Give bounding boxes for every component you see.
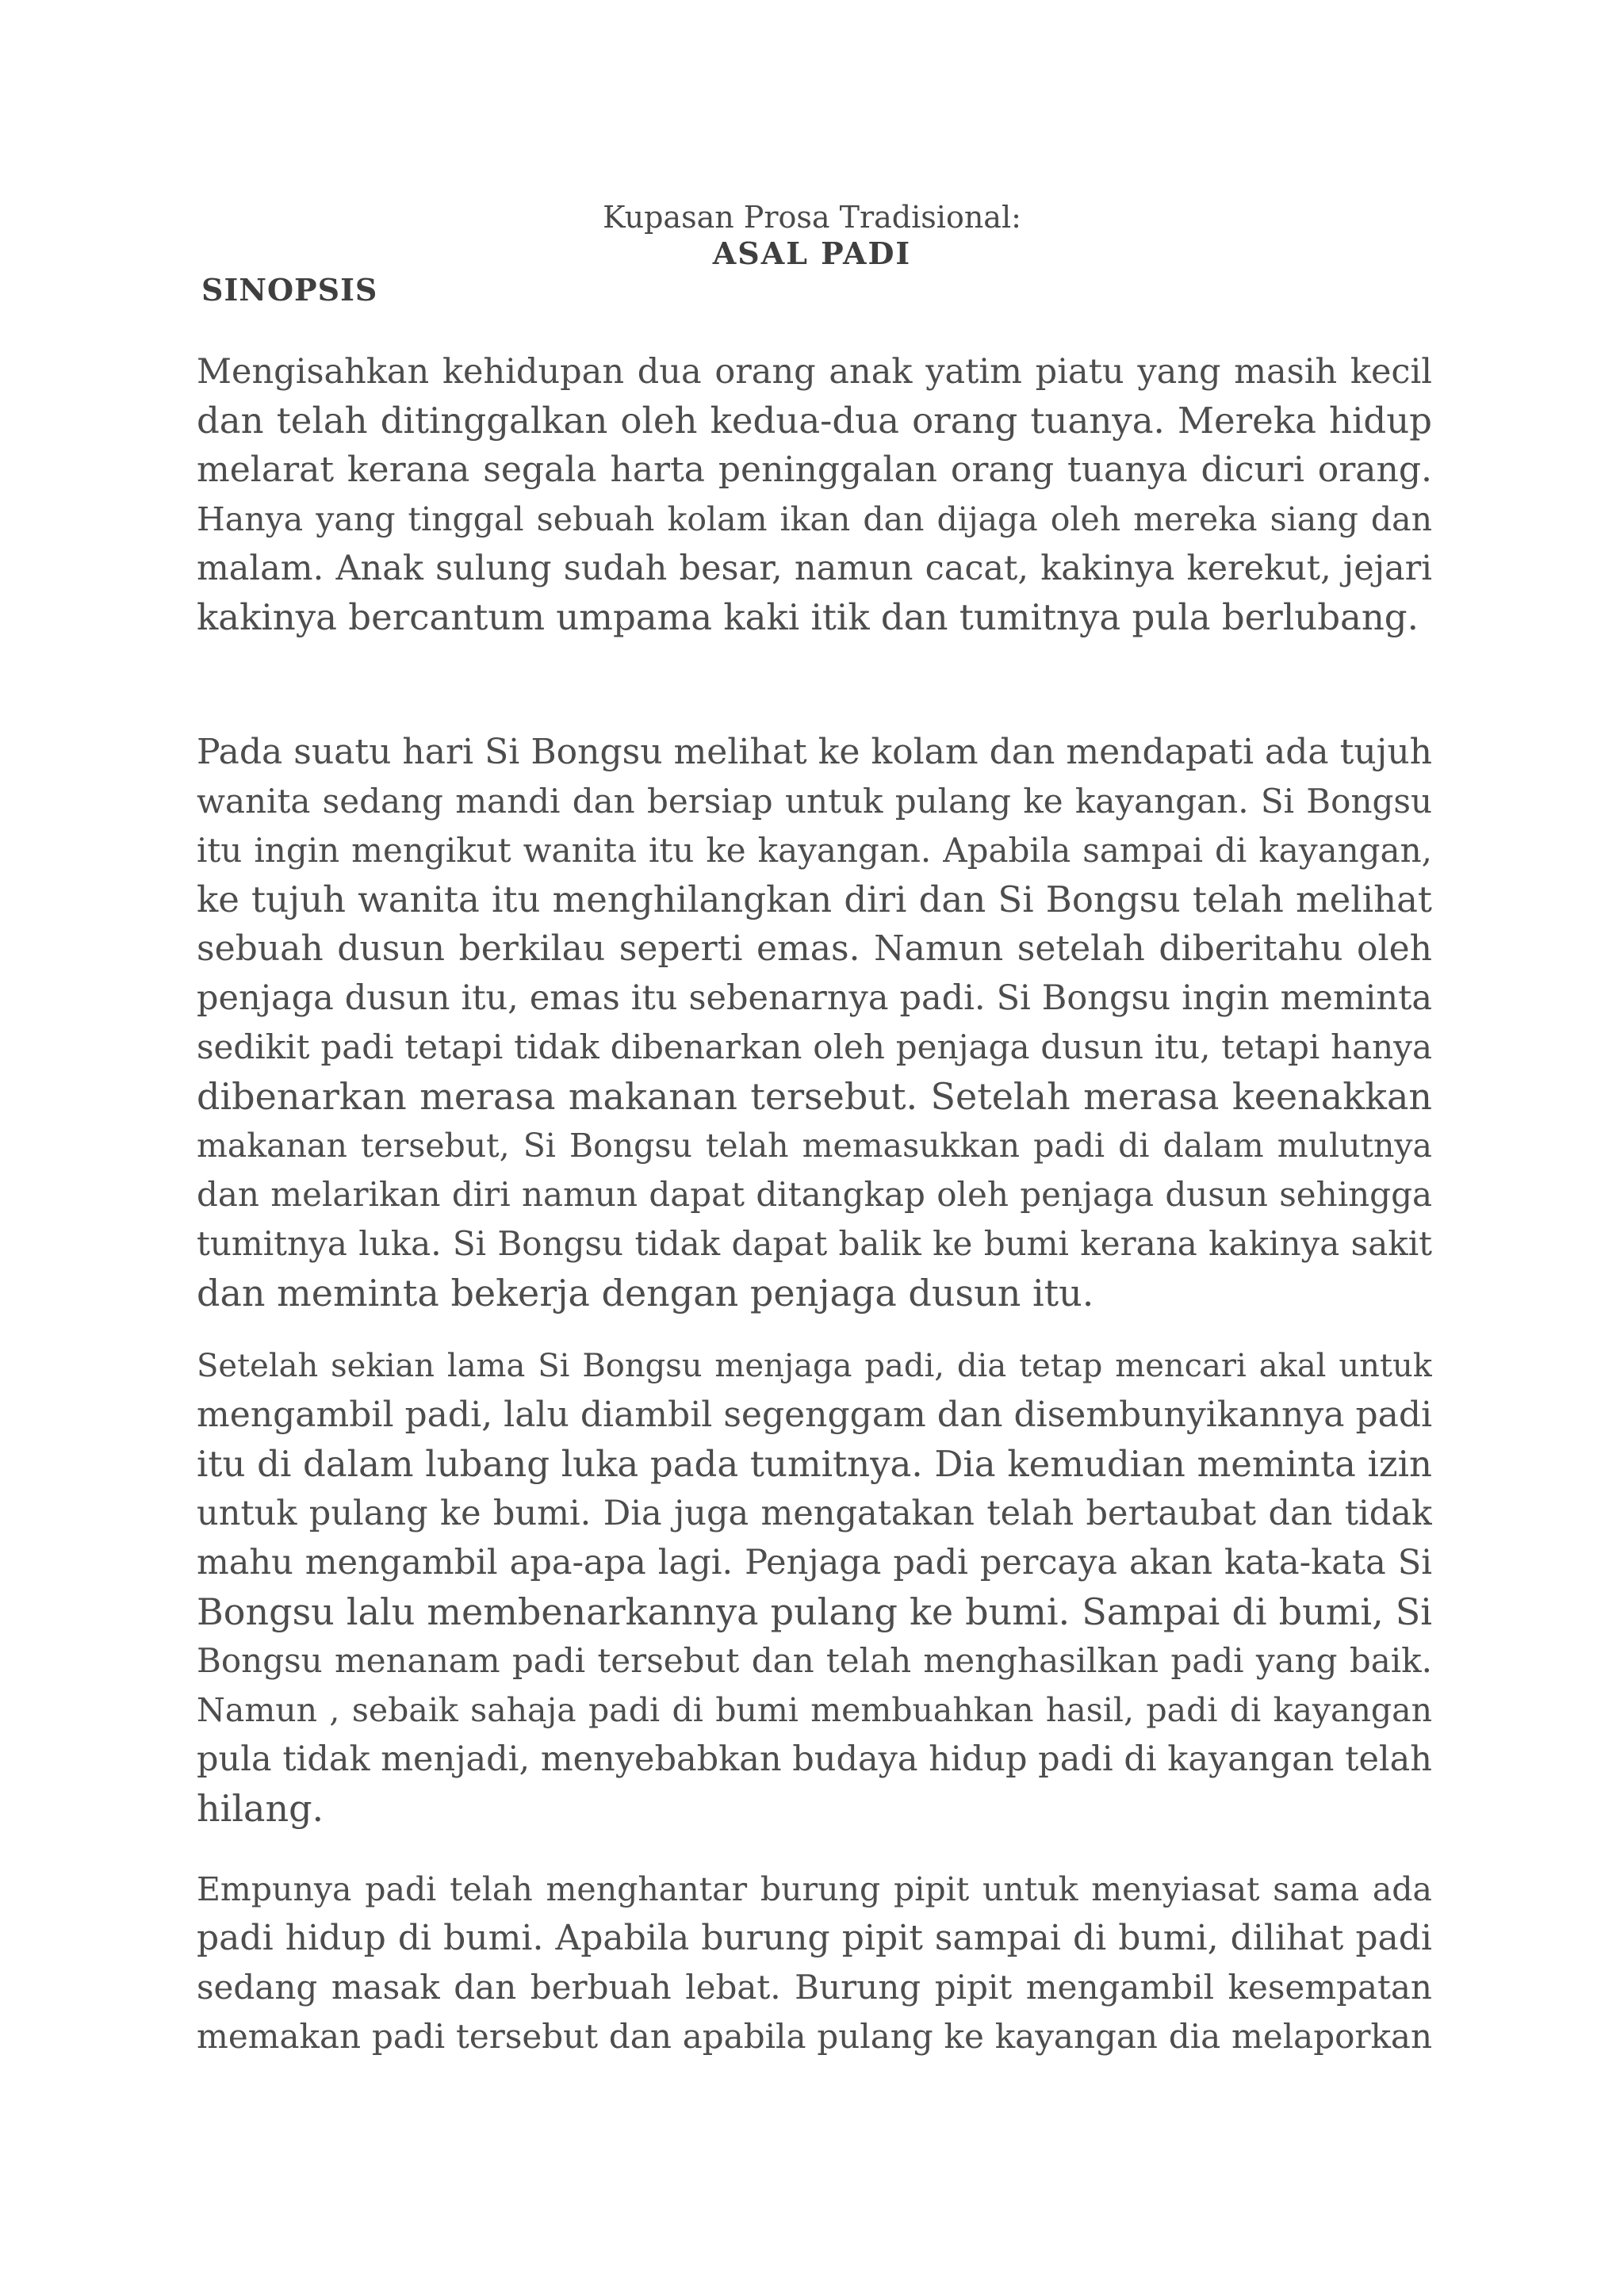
text-line: dan telah ditinggalkan oleh kedua-dua orang tuanya. Mereka hidup — [197, 400, 1432, 442]
text-line: dibenarkan merasa makanan tersebut. Setelah merasa keenakkan — [197, 1075, 1432, 1118]
text-line: wanita sedang mandi dan bersiap untuk pulang ke kayangan. Si Bongsu — [197, 782, 1432, 821]
text-line: Bongsu menanam padi tersebut dan telah menghasilkan padi yang baik. — [197, 1641, 1432, 1680]
text-line: ke tujuh wanita itu menghilangkan diri dan Si Bongsu telah melihat — [197, 878, 1432, 920]
text-line: itu di dalam lubang luka pada tumitnya. Dia kemudian meminta izin — [197, 1443, 1432, 1485]
text-line: itu ingin mengikut wanita itu ke kayangan. Apabila sampai di kayangan, — [197, 831, 1432, 870]
text-line: Empunya padi telah menghantar burung pipit untuk menyiasat sama ada — [197, 1870, 1432, 1908]
text-line: mahu mengambil apa-apa lagi. Penjaga padi percaya akan kata-kata Si — [197, 1543, 1432, 1582]
paragraph-synopsis-4 — [197, 1865, 1432, 2061]
text-line: kakinya bercantum umpama kaki itik dan tumitnya pula berlubang. — [197, 596, 1419, 638]
text-line: melarat kerana segala harta peninggalan orang tuanya dicuri orang. — [197, 450, 1432, 490]
text-line: tumitnya luka. Si Bongsu tidak dapat balik ke bumi kerana kakinya sakit — [197, 1224, 1432, 1263]
text-line: dan meminta bekerja dengan penjaga dusun itu. — [197, 1272, 1094, 1314]
document-title: ASAL PADI — [712, 235, 912, 271]
text-line: Namun , sebaik sahaja padi di bumi membuahkan hasil, padi di kayangan — [197, 1691, 1432, 1729]
text-line: Hanya yang tinggal sebuah kolam ikan dan dijaga oleh mereka siang dan — [197, 500, 1432, 538]
text-line: malam. Anak sulung sudah besar, namun cacat, kakinya kerekut, jejari — [197, 549, 1432, 588]
text-line: padi hidup di bumi. Apabila burung pipit sampai di bumi, dilihat padi — [197, 1918, 1432, 1958]
text-line: untuk pulang ke bumi. Dia juga mengatakan telah bertaubat dan tidak — [197, 1494, 1432, 1533]
text-line: sedang masak dan berbuah lebat. Burung pipit mengambil kesempatan — [197, 1968, 1432, 2007]
paragraph-synopsis-3 — [197, 1341, 1432, 1833]
paragraph-synopsis-1 — [197, 347, 1432, 642]
section-heading: SINOPSIS — [201, 272, 378, 308]
text-line: Bongsu lalu membenarkannya pulang ke bumi. Sampai di bumi, Si — [197, 1590, 1432, 1633]
text-line: Setelah sekian lama Si Bongsu menjaga padi, dia tetap mencari akal untuk — [197, 1348, 1432, 1384]
text-line: mengambil padi, lalu diambil segenggam dan disembunyikannya padi — [197, 1395, 1432, 1435]
text-line: memakan padi tersebut dan apabila pulang ke kayangan dia melaporkan — [197, 2017, 1432, 2056]
text-line: dan melarikan diri namun dapat ditangkap oleh penjaga dusun sehingga — [197, 1175, 1432, 1214]
paragraph-synopsis-2 — [197, 728, 1432, 1318]
document-kicker: Kupasan Prosa Tradisional: — [603, 200, 1021, 235]
text-line: sebuah dusun berkilau seperti emas. Namun setelah diberitahu oleh — [197, 928, 1432, 969]
text-line: Mengisahkan kehidupan dua orang anak yatim piatu yang masih kecil — [197, 352, 1432, 392]
text-line: makanan tersebut, Si Bongsu telah memasukkan padi di dalam mulutnya — [197, 1127, 1432, 1165]
text-line: pula tidak menjadi, menyebabkan budaya hidup padi di kayangan telah — [197, 1739, 1432, 1779]
text-line: sedikit padi tetapi tidak dibenarkan oleh penjaga dusun itu, tetapi hanya — [197, 1027, 1432, 1066]
text-line: hilang. — [197, 1787, 324, 1830]
text-line: Pada suatu hari Si Bongsu melihat ke kolam dan mendapati ada tujuh — [197, 732, 1432, 772]
text-line: penjaga dusun itu, emas itu sebenarnya padi. Si Bongsu ingin meminta — [197, 978, 1432, 1018]
